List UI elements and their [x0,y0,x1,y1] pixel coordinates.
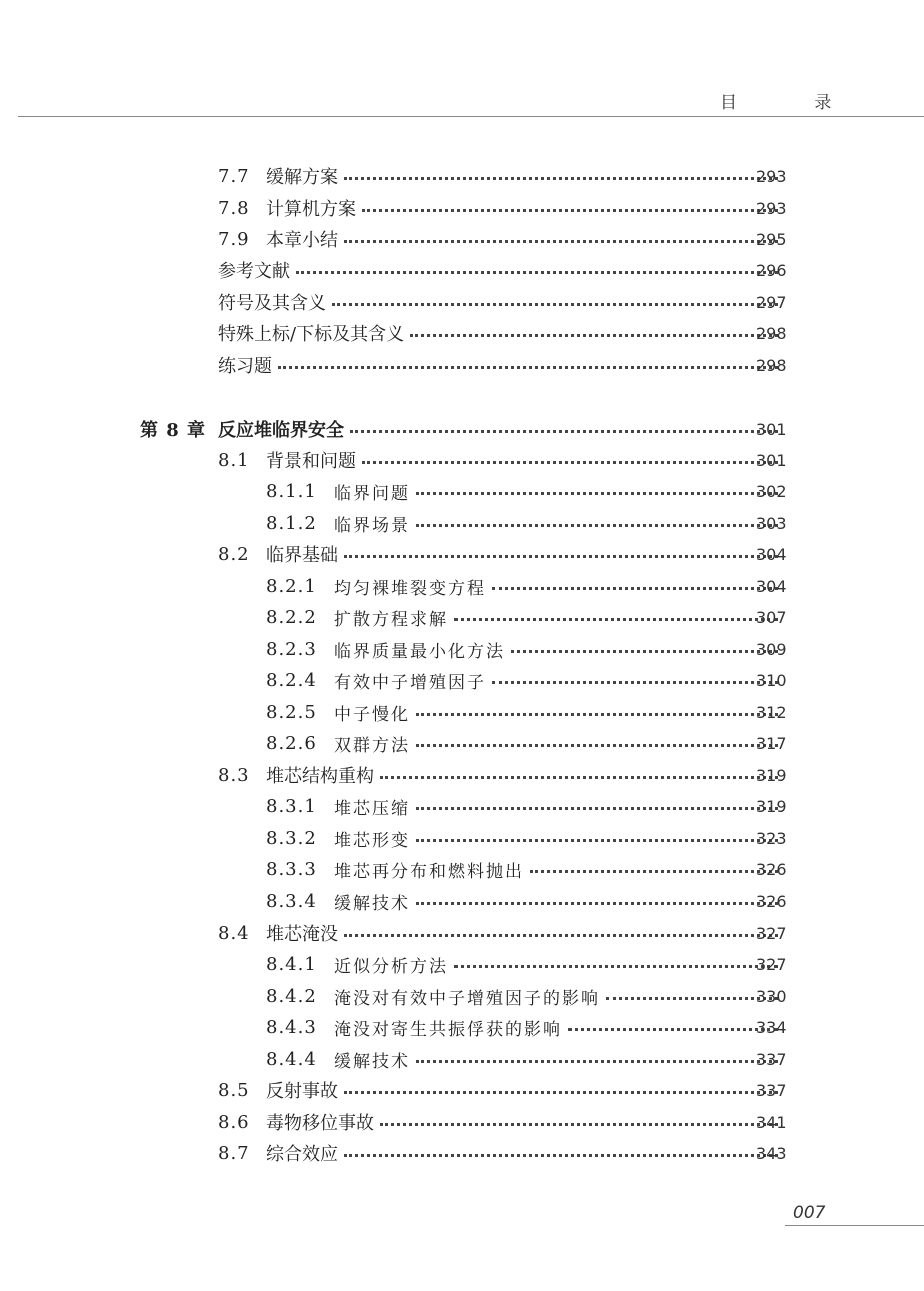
toc-entry[interactable] [0,823,924,853]
dot-leader [296,271,778,274]
toc-entry-page: 293 [756,198,787,218]
toc-entry[interactable] [0,350,924,380]
toc-entry-number: 8.3.2 [266,827,317,849]
toc-entry-title-wrap [266,539,786,569]
toc-entry[interactable] [0,981,924,1011]
toc-entry-number: 7.9 [218,228,250,250]
dot-leader [492,681,778,684]
toc-entry-title-wrap [218,318,786,348]
toc-entry-page: 293 [756,166,787,186]
toc-entry-page: 327 [756,923,787,943]
toc-entry-title: 缓解技术 [334,893,410,914]
toc-entry-page: 302 [756,481,787,501]
toc-entry-number: 7.8 [218,197,250,219]
toc-entry-title: 近似分析方法 [334,956,448,977]
dot-leader [362,461,778,464]
dot-leader [454,618,778,621]
dot-leader [416,524,778,527]
toc-entry-page: 296 [756,260,787,280]
dot-leader [344,555,778,558]
toc-entry-title-wrap [334,476,786,506]
toc-entry-title-wrap [334,791,786,821]
toc-entry-title: 临界问题 [334,483,410,504]
toc-entry-number: 8.2.4 [266,669,317,691]
toc-entry-title-wrap [266,760,786,790]
toc-entry-title: 临界质量最小化方法 [334,641,505,662]
dot-leader [380,1123,778,1126]
toc-entry-page: 317 [756,733,787,753]
toc-entry-title-wrap [266,445,786,475]
toc-entry-number: 8.3 [218,764,250,786]
toc-entry[interactable] [0,665,924,695]
toc-entry-title: 参考文献 [218,261,290,282]
toc-entry-number: 8.2.3 [266,638,317,660]
toc-entry-title: 毒物移位事故 [266,1113,374,1134]
toc-entry-title: 均匀裸堆裂变方程 [334,578,486,599]
toc-entry-number: 8.4.4 [266,1048,317,1070]
toc-entry-title-wrap [334,886,786,916]
toc-entry-page: 334 [756,1017,787,1037]
toc-entry-title-wrap [334,697,786,727]
toc-entry[interactable] [0,287,924,317]
toc-entry-number: 8.2.6 [266,732,317,754]
toc-entry[interactable] [0,571,924,601]
toc-entry-number: 8.6 [218,1111,250,1133]
toc-entry-page: 319 [756,796,787,816]
toc-entry-title: 扩散方程求解 [334,609,448,630]
dot-leader [362,209,778,212]
toc-entry-title: 中子慢化 [334,704,410,725]
dot-leader [278,366,778,369]
toc-entry-page: 343 [756,1143,787,1163]
running-header: 目 录 [720,93,868,113]
toc-entry[interactable] [0,193,924,223]
toc-entry[interactable] [0,161,924,191]
toc-entry[interactable] [0,918,924,948]
toc-entry-title-wrap [266,1138,786,1168]
toc-entry-page: 301 [756,450,787,470]
toc-entry-page: 303 [756,513,787,533]
toc-entry-number: 8.4.1 [266,953,317,975]
toc-entry[interactable] [0,1107,924,1137]
toc-entry-number: 8.1.1 [266,480,317,502]
dot-leader [492,587,778,590]
toc-entry-number: 8.4.3 [266,1016,317,1038]
toc-entry-title: 特殊上标/下标及其含义 [218,324,405,345]
dot-leader [530,870,778,873]
toc-chapter-entry[interactable] [0,414,924,444]
toc-entry[interactable] [0,949,924,979]
toc-entry-title-wrap [334,728,786,758]
toc-entry-title: 反射事故 [266,1081,338,1102]
toc-entry-title: 堆芯形变 [334,830,410,851]
toc-entry[interactable] [0,1138,924,1168]
toc-entry-title: 临界基础 [266,545,338,566]
toc-entry[interactable] [0,634,924,664]
dot-leader [416,492,778,495]
toc-entry-page: 341 [756,1112,787,1132]
dot-leader [344,1091,778,1094]
toc-entry-page: 330 [756,986,787,1006]
toc-entry-page: 323 [756,828,787,848]
toc-entry[interactable] [0,728,924,758]
toc-entry-title: 临界场景 [334,515,410,536]
toc-entry-title: 计算机方案 [266,199,356,220]
toc-entry-title-wrap [334,602,786,632]
toc-entry-title: 缓解方案 [266,167,338,188]
dot-leader [344,934,778,937]
toc-entry-title-wrap [334,508,786,538]
toc-entry[interactable] [0,1044,924,1074]
toc-entry-title-wrap [218,350,786,380]
toc-entry-title-wrap [218,414,786,444]
toc-entry-number: 8.2.2 [266,606,317,628]
toc-entry-number: 第 8 章 [140,420,207,441]
toc-entry-number: 8.3.4 [266,890,317,912]
toc-entry-page: 295 [756,229,787,249]
toc-entry-number: 8.2.5 [266,701,317,723]
toc-entry-number: 8.2 [218,543,250,565]
toc-entry-title-wrap [334,854,786,884]
toc-entry[interactable] [0,476,924,506]
toc-entry-page: 301 [756,419,787,439]
toc-entry[interactable] [0,760,924,790]
toc-entry-title: 堆芯结构重构 [266,766,374,787]
toc-entry-page: 307 [756,607,787,627]
toc-entry-number: 8.1.2 [266,512,317,534]
toc-entry-number: 8.3.1 [266,795,317,817]
toc-entry[interactable] [0,1012,924,1042]
dot-leader [416,902,778,905]
dot-leader [416,807,778,810]
toc-entry-title: 本章小结 [266,230,338,251]
toc-entry-number: 8.1 [218,449,250,471]
toc-entry-page: 312 [756,702,787,722]
header-rule [18,116,924,117]
toc-entry-page: 309 [756,639,787,659]
dot-leader [344,1154,778,1157]
toc-entry-page: 337 [756,1049,787,1069]
toc-entry[interactable] [0,602,924,632]
toc-entry-title-wrap [266,1107,786,1137]
dot-leader [416,713,778,716]
toc-entry[interactable] [0,255,924,285]
toc-entry-title-wrap [334,1044,786,1074]
toc-entry-title-wrap [266,224,786,254]
page-number: 007 [793,1203,826,1223]
toc-entry-page: 310 [756,670,787,690]
toc-entry-title: 有效中子增殖因子 [334,672,486,693]
toc-entry-title-wrap [334,1012,786,1042]
toc-entry-title: 练习题 [218,356,272,377]
dot-leader [454,965,778,968]
toc-entry-page: 304 [756,544,787,564]
dot-leader [606,997,778,1000]
toc-entry[interactable] [0,791,924,821]
toc-entry[interactable] [0,224,924,254]
toc-entry-page: 327 [756,954,787,974]
toc-entry[interactable] [0,539,924,569]
toc-entry-number: 8.2.1 [266,575,317,597]
dot-leader [416,744,778,747]
toc-entry-title-wrap [334,823,786,853]
toc-entry-page: 326 [756,891,787,911]
toc-entry-page: 298 [756,323,787,343]
toc-entry[interactable] [0,508,924,538]
toc-entry[interactable] [0,318,924,348]
toc-entry-page: 298 [756,355,787,375]
toc-entry-title: 背景和问题 [266,451,356,472]
toc-entry[interactable] [0,1075,924,1105]
dot-leader [416,839,778,842]
dot-leader [344,240,778,243]
toc-entry-title: 堆芯淹没 [266,924,338,945]
dot-leader [380,776,778,779]
toc-entry-title-wrap [218,255,786,285]
toc-entry-number: 7.7 [218,165,250,187]
toc-entry-title-wrap [334,634,786,664]
toc-entry-number: 8.7 [218,1142,250,1164]
toc-entry-title-wrap [218,287,786,317]
toc-entry-title: 堆芯再分布和燃料抛出 [334,861,524,882]
toc-entry-title: 综合效应 [266,1144,338,1165]
toc-entry-page: 304 [756,576,787,596]
dot-leader [511,650,778,653]
toc-entry[interactable] [0,697,924,727]
footer-rule [785,1225,924,1226]
toc-entry-page: 337 [756,1080,787,1100]
dot-leader [568,1028,778,1031]
toc-entry[interactable] [0,445,924,475]
toc-entry-number: 8.3.3 [266,858,317,880]
toc-entry-title-wrap [334,571,786,601]
toc-entry-number: 8.4.2 [266,985,317,1007]
dot-leader [344,177,778,180]
toc-entry-title: 反应堆临界安全 [218,420,344,441]
toc-entry-title: 淹没对有效中子增殖因子的影响 [334,988,600,1009]
toc-entry-title-wrap [266,1075,786,1105]
toc-entry-title: 淹没对寄生共振俘获的影响 [334,1019,562,1040]
toc-entry-number: 8.4 [218,922,250,944]
toc-entry-title: 双群方法 [334,735,410,756]
dot-leader [332,303,778,306]
dot-leader [416,1060,778,1063]
toc-entry-title-wrap [266,918,786,948]
toc-entry-title-wrap [334,949,786,979]
toc-entry-title-wrap [334,981,786,1011]
toc-entry-title-wrap [266,193,786,223]
toc-entry-title: 符号及其含义 [218,293,326,314]
dot-leader [350,430,778,433]
toc-entry-page: 319 [756,765,787,785]
toc-entry[interactable] [0,886,924,916]
toc-entry-page: 297 [756,292,787,312]
toc-entry-title-wrap [334,665,786,695]
toc-entry-title-wrap [266,161,786,191]
toc-entry-page: 326 [756,859,787,879]
toc-entry-title: 缓解技术 [334,1051,410,1072]
toc-entry[interactable] [0,854,924,884]
dot-leader [410,334,778,337]
toc-entry-title: 堆芯压缩 [334,798,410,819]
toc-entry-number: 8.5 [218,1079,250,1101]
